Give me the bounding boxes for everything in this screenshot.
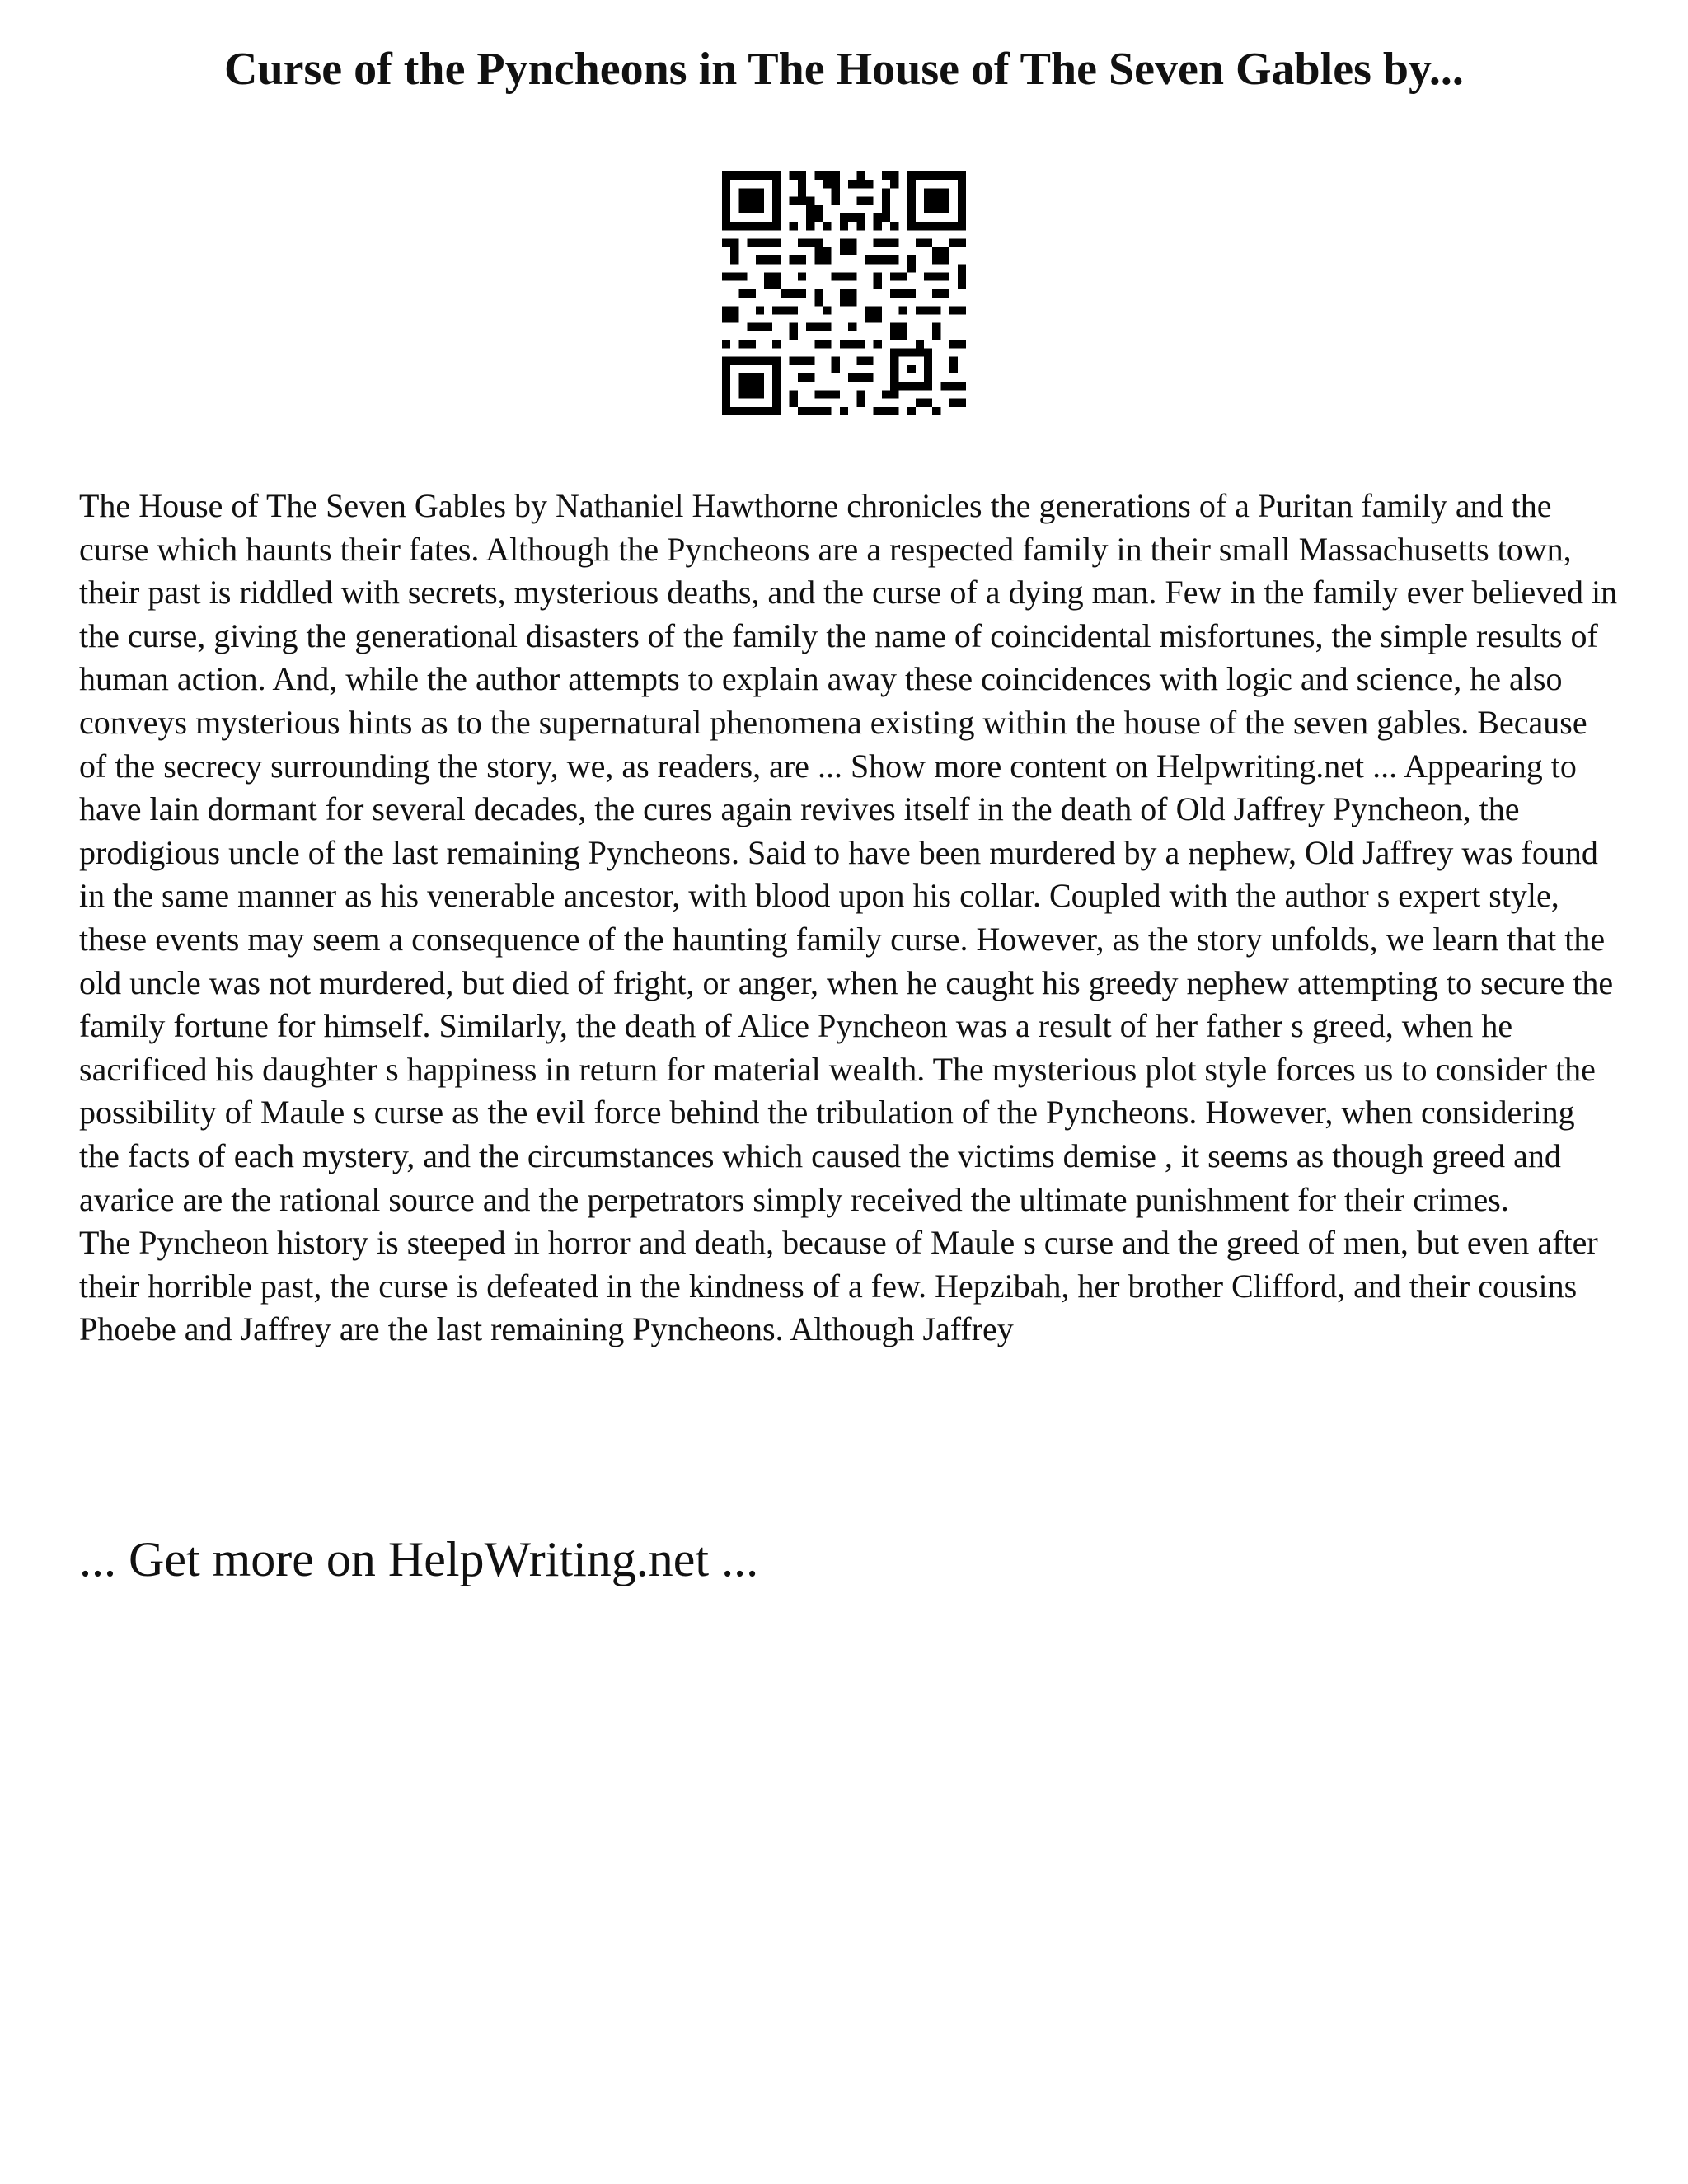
get-more-link[interactable]: ... Get more on HelpWriting.net ... (79, 1532, 759, 1586)
article-body (79, 485, 1620, 1352)
qr-code-icon (722, 171, 966, 415)
article-paragraph-1: The House of The Seven Gables by Nathaniel Hawthorne chronicles the generations of a Puritan family and the curse which haunts their fates. Although the Pyncheons are a respected family in their small Massachusetts town, their past is riddled with secrets, mysterious deaths, and the curse of a dying man. Few in the family ever believed in the curse, giving the generational disasters of the family the name of coincidental misfortunes, the simple results of human action. And, while the author attempts to explain away these coincidences with logic and science, he also conveys mysterious hints as to the supernatural phenomena existing within the house of the seven gables. Because of the secrecy surrounding the story, we, as readers, are ... Show more content on Helpwriting.net ... Appearing to have lain dormant for several decades, the cures again revives itself in the death of Old Jaffrey Pyncheon, the prodigious uncle of the last remaining Pyncheons. Said to have been murdered by a nephew, Old Jaffrey was found in the same manner as his venerable ancestor, with blood upon his collar. Coupled with the author s expert style, these events may seem a consequence of the haunting family curse. However, as the story unfolds, we learn that the old uncle was not murdered, but died of fright, or anger, when he caught his greedy nephew attempting to secure the family fortune for himself. Similarly, the death of Alice Pyncheon was a result of her father s greed, when he sacrificed his daughter s happiness in return for material wealth. The mysterious plot style forces us to consider the possibility of Maule s curse as the evil force behind the tribulation of the Pyncheons. However, when considering the facts of each mystery, and the circumstances which caused the victims demise , it seems as though greed and avarice are the rational source and the perpetrators simply received the ultimate punishment for their crimes. (79, 487, 1618, 1218)
article-paragraph-2: The Pyncheon history is steeped in horror and death, because of Maule s curse and the greed of men, but even after their horrible past, the curse is defeated in the kindness of a few. Hepzibah, her brother Clifford, and their cousins Phoebe and Jaffrey are the last remaining Pyncheons. Although Jaffrey (79, 1224, 1598, 1348)
document-title: Curse of the Pyncheons in The House of The Seven Gables by... (224, 44, 1464, 95)
